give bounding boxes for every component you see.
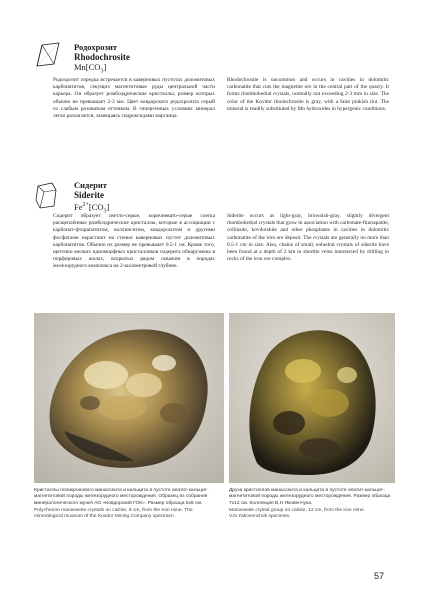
manasseite-specimen-photo-left	[34, 313, 224, 483]
page-number: 57	[374, 571, 385, 581]
rhodochrosite-name-ru: Родохрозит	[74, 42, 118, 52]
right-photo-caption-en: Manasseite crystal group on calcite, 12 cm, from the iron mine. V.N.Yakovenchuk specimen.	[229, 508, 365, 520]
rhodochrosite-name-en: Rhodochrosite	[74, 52, 130, 62]
rhodochrosite-text-ru: Родохрозит изредка встречается в каверновых пустотах доломитовых карбонатитов, секущих магнетитовые руды центральной части карьера. Он образует ромбоэдрические кристаллы, размер которых обычно не превышает 2-3 мм. Цвет ковдорского родохрозита серый со слабым розоватым оттенком. В гипергенных условиях минерал легко разлагается, замещаясь гидроксидами марганца.	[53, 77, 215, 120]
rhodochrosite-text-en: Rhodochrosite is uncommon and occurs in cavities in dolomitic carbonatite that cuts the magnetite ore in the central part of the quarry. It forms rhombohedral crystals, normally not exceeding 2-3 mm in size. The color of the Kovdor rhodochrosite is gray, with a faint pinkish tint. The mineral is readily substituted by Mn hydroxides in hypergenic conditions.	[227, 77, 389, 112]
left-photo-caption-ru: Кристаллы поликронового манассеита и кальцита в пустоте апатит-кальцит-магнетитовой породы железорудного месторождения. Образец из собрания минералогического музея АО «Ковдорский ГОК». Размер образца 5x6 см.	[34, 488, 209, 506]
siderite-text-ru: Сидерит образует светло-серые, коричневато-серые слегка расщеплённые ромбоэдрические кристаллы, которые в ассоциации с карбонат-фторапатитом, коллинситом, ковдорскитом и другими фосфатами нарастают на стенки каверновых пустот доломитовых карбонатитов. Обычно их размер не превышает 0.5-1 см. Кроме того, щеточки мелких идиоморфных кристалликов сидерита обнаружены в порфировых жилах, вскрытых рядом скважин в породах железорудного комплекса на 2-километровой глубине.	[53, 213, 215, 270]
rhodochrosite-formula: $Mn[CO_3]$	[74, 62, 107, 75]
right-photo-caption-ru: Друза кристаллов манассеита и кальцита в пустоте апатит-кальцит-магнетитовой породы железорудного месторождения. Размер образца 7x12 см. Коллекция В.Н.Яковенчука.	[229, 488, 391, 506]
siderite-formula: $Fe^{2+}[CO_3]$	[74, 201, 110, 215]
siderite-text-en: Siderite occurs as light-gray, brownish-gray, slightly divergent rhombohedral crystals that grow in association with carbonate-fluorapatite, collinsite, kovdorskite and other phosphates in cavities in dolomitic carbonatite of the iron ore deposit. The crystals are generally no more than 0.5-1 cm in size. Also, chains of small, euhedral crystals of siderite have been found at a depth of 2 km in shortite veins intersected by drilling in rocks of the iron ore complex.	[227, 213, 389, 263]
siderite-name-ru: Сидерит	[74, 180, 107, 190]
left-photo-caption-en: Polychrome manasseite crystals on calcite, 6 cm, from the iron mine. The mineralogical museum of the Kovdor Mining Company specimen.	[34, 508, 193, 520]
siderite-name-en: Siderite	[74, 190, 104, 200]
rhombohedral-crystal-icon	[34, 42, 62, 68]
siderite-title-block	[74, 180, 109, 217]
manasseite-specimen-photo-right	[229, 313, 395, 483]
siderite-crystal-icon	[34, 180, 58, 210]
rhodochrosite-title-block	[74, 42, 130, 77]
